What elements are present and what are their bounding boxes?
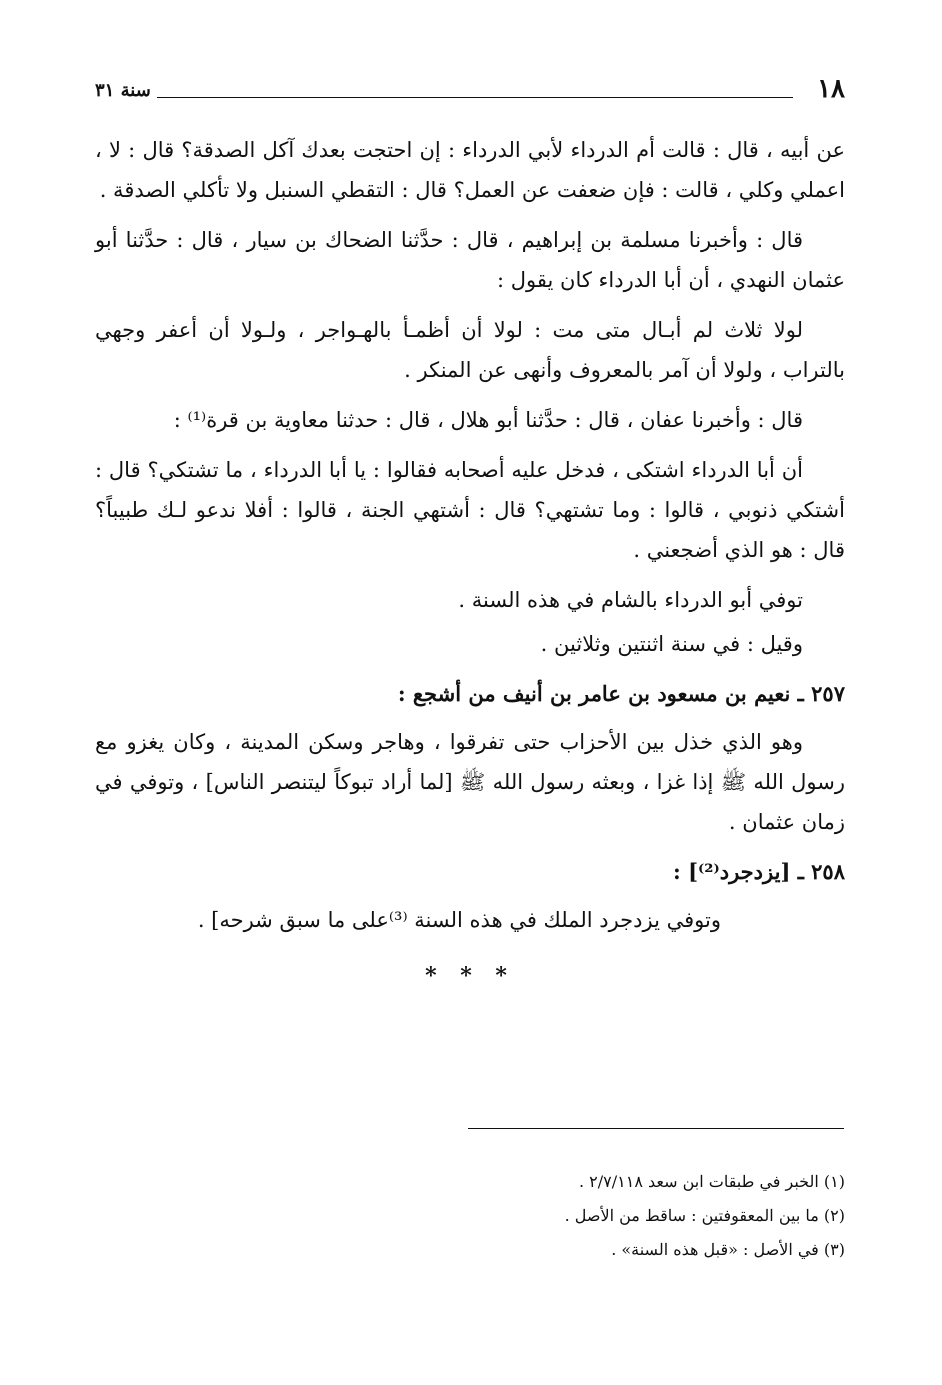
- footnotes: [95, 1165, 845, 1267]
- footnote-rule: [468, 1128, 844, 1129]
- entry-text-258: وتوفي يزدجرد الملك في هذه السنة ⁽³⁾على ما سبق شرحه] .: [197, 908, 721, 932]
- paragraph: قال : وأخبرنا مسلمة بن إبراهيم ، قال : حدَّثنا الضحاك بن سيار ، قال : حدَّثنا أبو عثمان النهدي ، أن أبا الدرداء كان يقول :: [95, 228, 845, 292]
- header-rule: [157, 97, 793, 98]
- paragraph: عن أبيه ، قال : قالت أم الدرداء لأبي الدرداء : إن احتجت بعدك آكل الصدقة؟ قال : لا ، اعملي وكلي ، قالت : فإن ضعفت عن العمل؟ قال : التقطي السنبل ولا تأكلي الصدقة .: [95, 138, 845, 202]
- footnote-item: (٢) ما بين المعقوفتين : ساقط من الأصل .: [564, 1206, 845, 1225]
- entry-heading-258: ٢٥٨ ـ [يزدجرد⁽²⁾] :: [673, 859, 845, 884]
- footnote-item: (٣) في الأصل : «قبل هذه السنة» .: [611, 1240, 845, 1259]
- entry-heading-257: ٢٥٧ ـ نعيم بن مسعود بن عامر بن أنيف من أشجع :: [397, 681, 845, 706]
- paragraph: وقيل : في سنة اثنتين وثلاثين .: [540, 632, 803, 656]
- footnote-item: (١) الخبر في طبقات ابن سعد ٢/٧/١١٨ .: [578, 1172, 845, 1191]
- paragraph: أن أبا الدرداء اشتكى ، فدخل عليه أصحابه فقالوا : يا أبا الدرداء ، ما تشتكي؟ قال : أشتكي ذنوبي ، قالوا : وما تشتهي؟ قال : أشتهي الجنة ، قالوا : أفلا ندعو لـك طبيباً؟ قال : هو الذي أضجعني .: [95, 458, 845, 562]
- paragraph: قال : وأخبرنا عفان ، قال : حدَّثنا أبو هلال ، قال : حدثنا معاوية بن قرة⁽¹⁾ :: [173, 408, 803, 432]
- page-header: [95, 72, 845, 112]
- paragraph: لولا ثلاث لم أبـال متى مت : لولا أن أظمـأ بالهـواجر ، ولـولا أن أعفر وجهي بالتراب ، ولولا أن آمر بالمعروف وأنهى عن المنكر .: [95, 318, 845, 382]
- entry-text-257: وهو الذي خذل بين الأحزاب حتى تفرقوا ، وهاجر وسكن المدينة ، وكان يغزو مع رسول الله ﷺ إذا غزا ، وبعثه رسول الله ﷺ [لما أراد تبوكاً ليتنصر الناس] ، وتوفي في زمان عثمان .: [95, 730, 845, 834]
- running-head: سنة ٣١: [95, 80, 151, 101]
- main-text: [95, 130, 845, 996]
- paragraph: توفي أبو الدرداء بالشام في هذه السنة .: [458, 588, 803, 612]
- section-separator: * * *: [425, 963, 515, 989]
- page-number: ١٨: [817, 74, 845, 104]
